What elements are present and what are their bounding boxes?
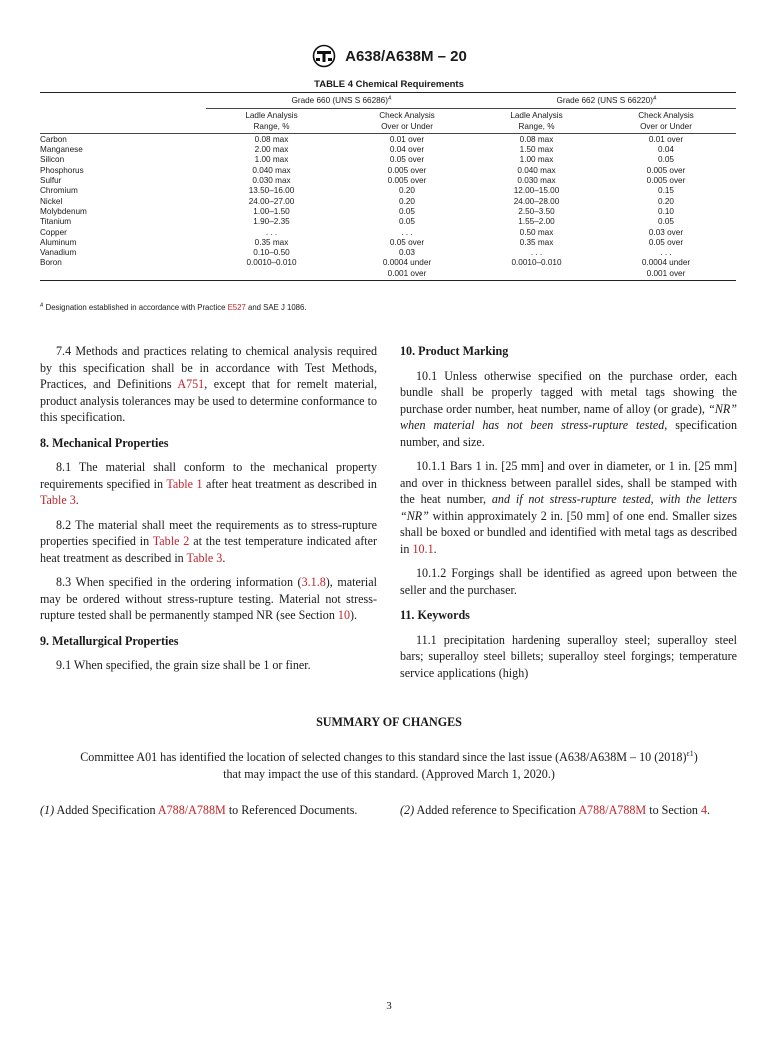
column-header	[477, 109, 596, 134]
table-cell: 0.04	[658, 145, 674, 155]
link-3-1-8[interactable]: 3.1.8	[301, 575, 326, 589]
paragraph-10-1-2: 10.1.2 Forgings shall be identified as agreed upon between the seller and the purchaser.	[400, 566, 737, 597]
link-a788[interactable]: A788/A788M	[578, 803, 647, 817]
text: ) that may impact the use of this standard. (Approved March 1, 2020.)	[223, 750, 698, 781]
paragraph-7-4	[40, 343, 377, 426]
table-cell: . . .	[660, 248, 672, 258]
table-cell: 13.50–16.00	[248, 186, 295, 196]
element-name-cell: Carbon	[40, 134, 67, 144]
link-table-3[interactable]: Table 3	[40, 493, 76, 507]
column-header-line: Range, %	[253, 121, 290, 131]
page-number: 3	[386, 1000, 392, 1012]
group-header-grade-660	[206, 93, 477, 109]
footnote-mark: A	[387, 95, 392, 102]
table-cell: 1.00–1.50	[253, 206, 290, 216]
table-row	[40, 155, 736, 165]
table-cell: 0.35 max	[519, 237, 554, 247]
table-cell: 0.15	[658, 186, 674, 196]
link-table-3[interactable]: Table 3	[186, 550, 223, 565]
right-column	[400, 343, 737, 681]
section-8-heading: 8. Mechanical Properties	[40, 435, 169, 450]
link-10-1[interactable]: 10.1	[412, 541, 434, 556]
table-row	[40, 217, 736, 227]
superscript: ε1	[686, 748, 694, 758]
text: 10.1.1 Bars 1 in. [25 mm] and over in diameter, or 1 in. [25 mm] and over in thickness between parallel sides, shall be stamped with the heat number,	[400, 459, 737, 506]
link-e527[interactable]: E527	[227, 303, 246, 312]
table-cell: 0.0004 under	[382, 258, 432, 268]
table-title: TABLE 4 Chemical Requirements	[314, 79, 464, 90]
text: 7.4 Methods and practices relating to chemical analysis required by this specification shall be in accordance with Test Methods, Practices, and Definitions	[40, 344, 377, 391]
table-cell: 0.05 over	[648, 237, 684, 247]
table-cell: 0.10–0.50	[253, 248, 290, 258]
text: Added reference to Specification	[416, 803, 576, 817]
table-row	[40, 248, 736, 258]
change-number: (2)	[400, 803, 415, 817]
table-cell: 0.03 over	[648, 227, 684, 237]
column-header	[337, 109, 477, 134]
element-name-cell: Manganese	[40, 145, 83, 155]
table-cell: 0.08 max	[519, 134, 554, 144]
link-section-4[interactable]: 4	[700, 803, 708, 817]
table-cell: 0.005 over	[646, 176, 686, 186]
paragraph-8-1	[40, 459, 377, 509]
table-cell: 0.005 over	[387, 176, 427, 186]
text: to Referenced Documents.	[228, 803, 358, 817]
table-row	[40, 166, 736, 176]
table-row	[40, 176, 736, 186]
table-cell: 0.05	[658, 217, 674, 227]
text: Added Specification	[56, 803, 156, 817]
table-cell: 0.04 over	[389, 145, 425, 155]
element-name-cell: Phosphorus	[40, 165, 84, 175]
astm-logo-icon	[311, 44, 337, 68]
text: 8.2 The material shall meet the requirements as to stress-rupture properties specified in	[40, 517, 377, 548]
table-cell: 0.030 max	[252, 176, 291, 186]
table-cell: 24.00–28.00	[513, 196, 560, 206]
element-name-cell: Molybdenum	[40, 206, 87, 216]
table-cell: 0.05	[399, 206, 415, 216]
table-cell: 0.005 over	[646, 165, 686, 175]
table-cell: 0.08 max	[254, 134, 289, 144]
table-cell: 0.05 over	[389, 155, 425, 165]
column-header-line: Ladle Analysis	[245, 111, 298, 121]
table-cell: 0.20	[658, 196, 674, 206]
text: .	[433, 541, 437, 556]
page-header	[0, 44, 778, 68]
left-column	[40, 343, 377, 674]
column-header-line: Check Analysis	[379, 111, 435, 121]
element-name-cell	[40, 269, 206, 281]
text: 8.1 The material shall conform to the mechanical property requirements specified in	[40, 460, 377, 491]
text: within approximately 2 in. [50 mm] of one end. Smaller sizes shall be boxed or bundled and identified with metal tags as described in	[400, 508, 737, 556]
text: ), material may be ordered without stress-rupture testing. Material not stress-rupture tested shall be permanently stamped NR (see Section	[40, 575, 377, 622]
paragraph-9-1: 9.1 When specified, the grain size shall be 1 or finer.	[56, 658, 311, 672]
text: Committee A01 has identified the location of selected changes to this standard since the last issue (A638/A638M – 10 (2018)	[80, 750, 687, 764]
table-cell: 0.0010–0.010	[511, 258, 562, 268]
text: after heat treatment as described in	[205, 476, 377, 491]
element-name-cell: Aluminum	[40, 237, 77, 247]
table-cell: 0.001 over	[596, 269, 736, 281]
column-header-line: Range, %	[518, 121, 555, 131]
text: ).	[350, 608, 358, 622]
column-header-line: Check Analysis	[638, 111, 694, 121]
text: 8.3 When specified in the ordering information (	[56, 575, 302, 589]
paragraph-11-1: 11.1 precipitation hardening superalloy steel; superalloy steel bars; superalloy steel billets; superalloy steel forgings; temperature service applications (high)	[400, 632, 737, 680]
footnote-mark: A	[652, 95, 657, 102]
text: , except that for remelt material, product analysis tolerances may be used to determine conformance to this specification.	[40, 377, 378, 424]
change-item-2	[400, 802, 737, 819]
table-cell: 2.50–3.50	[518, 206, 555, 216]
element-name-cell: Nickel	[40, 196, 63, 206]
table-cell: 1.00 max	[519, 155, 554, 165]
table-cell: 0.10	[658, 206, 674, 216]
table-cell: 1.00 max	[254, 155, 289, 165]
paragraph-10-1-1	[400, 458, 737, 557]
link-a751[interactable]: A751	[177, 377, 205, 391]
italic-text: and if not stress-rupture tested, with the letters “NR”	[400, 492, 737, 523]
table-cell: 0.040 max	[517, 165, 556, 175]
table-cell: 1.55–2.00	[518, 217, 555, 227]
element-name-cell: Vanadium	[40, 248, 77, 258]
table-cell: 1.90–2.35	[253, 217, 290, 227]
table-cell: 0.50 max	[519, 227, 554, 237]
table-cell: 12.00–15.00	[513, 186, 560, 196]
table-cell: 0.03	[399, 248, 415, 258]
table-cell: 0.05	[399, 217, 415, 227]
link-section-10[interactable]: 10	[337, 608, 350, 622]
table-cell: 0.35 max	[254, 237, 289, 247]
summary-of-changes-text	[74, 749, 704, 782]
table-cell: 0.040 max	[252, 165, 291, 175]
link-a788[interactable]: A788/A788M	[157, 803, 226, 817]
text: , specification number, and size.	[400, 418, 737, 449]
table-cell: 0.01 over	[389, 134, 425, 144]
link-table-1[interactable]: Table 1	[166, 476, 203, 491]
element-name-cell: Sulfur	[40, 176, 62, 186]
table-cell: 0.20	[399, 196, 415, 206]
table-cell	[477, 269, 596, 281]
chemical-requirements-table	[40, 92, 736, 281]
footnote-mark: A	[40, 302, 44, 309]
group-label: Grade 662 (UNS S 66220)	[556, 96, 653, 105]
column-header	[596, 109, 736, 134]
link-table-2[interactable]: Table 2	[152, 534, 190, 548]
table-cell: . . .	[530, 248, 543, 258]
text: .	[222, 550, 226, 565]
element-name-cell: Titanium	[40, 217, 72, 227]
table-cell: 0.05	[658, 155, 674, 165]
table-cell: 0.0010–0.010	[246, 258, 297, 268]
change-number: (1)	[40, 803, 55, 817]
table-cell: 0.005 over	[387, 165, 427, 175]
element-name-cell: Chromium	[40, 186, 78, 196]
element-name-cell: Silicon	[40, 155, 65, 165]
section-10-heading: 10. Product Marking	[400, 344, 509, 358]
table-cell: . . .	[265, 227, 278, 237]
table-row	[40, 197, 736, 207]
table-cell: 0.0004 under	[641, 258, 691, 268]
table-row	[40, 207, 736, 217]
text: at the test temperature indicated after heat treatment as described in	[40, 534, 377, 565]
table-cell: 0.001 over	[337, 269, 477, 281]
element-name-cell: Boron	[40, 258, 62, 268]
table-row	[40, 269, 736, 281]
table-cell: 2.00 max	[254, 145, 289, 155]
table-row	[40, 238, 736, 248]
summary-of-changes-title: SUMMARY OF CHANGES	[316, 715, 462, 729]
footnote-text: Designation established in accordance with Practice	[45, 303, 226, 312]
table-row	[40, 145, 736, 155]
footnote-text-end: and SAE J 1086.	[248, 303, 307, 312]
table-footnote	[40, 303, 307, 312]
column-header-line: Over or Under	[381, 121, 433, 131]
table-cell: 1.50 max	[519, 145, 554, 155]
column-header-line: Ladle Analysis	[510, 111, 563, 121]
table-cell	[206, 269, 337, 281]
table-cell: 0.05 over	[389, 237, 425, 247]
table-row	[40, 133, 736, 145]
table-corner	[40, 93, 206, 109]
document-designation: A638/A638M – 20	[345, 47, 467, 65]
paragraph-10-1	[400, 368, 737, 451]
subheader-blank	[40, 109, 206, 134]
column-header	[206, 109, 337, 134]
paragraph-8-2	[40, 517, 377, 567]
table-cell: 0.20	[399, 186, 415, 196]
group-header-grade-662	[477, 93, 736, 109]
table-cell: . . .	[401, 227, 413, 237]
italic-text: “NR” when material has not been stress-rupture tested	[400, 401, 737, 432]
text: to Section	[649, 803, 698, 817]
element-name-cell: Copper	[40, 227, 67, 237]
text: 10.1 Unless otherwise specified on the purchase order, each bundle shall be properly tagged with metal tags showing the purchase order number, heat number, name of alloy (or grade),	[400, 368, 737, 416]
table-row	[40, 258, 736, 268]
change-item-1	[40, 802, 377, 819]
section-11-heading: 11. Keywords	[400, 608, 470, 622]
table-cell: 0.01 over	[648, 134, 684, 144]
text: .	[75, 493, 79, 507]
section-9-heading: 9. Metallurgical Properties	[40, 633, 179, 648]
paragraph-8-3	[40, 574, 377, 624]
column-header-line: Over or Under	[640, 121, 692, 131]
text: .	[707, 803, 711, 817]
table-cell: 0.030 max	[517, 176, 556, 186]
table-cell: 24.00–27.00	[248, 196, 295, 206]
table-row	[40, 186, 736, 196]
group-label: Grade 660 (UNS S 66286)	[291, 96, 388, 105]
table-row	[40, 228, 736, 238]
